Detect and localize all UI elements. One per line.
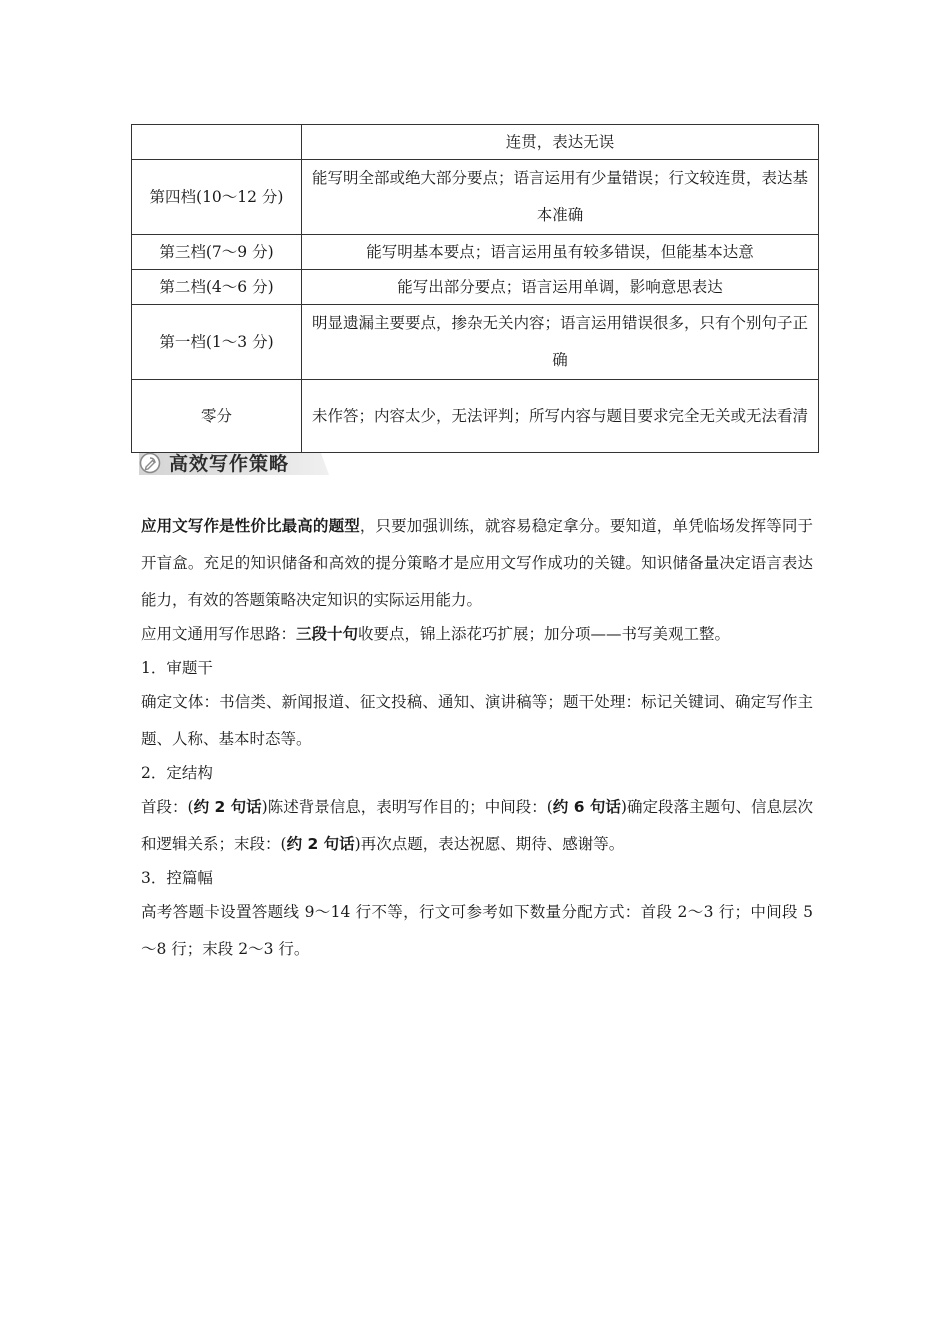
grade-level-cell [132,125,302,160]
step2-bold-text: 约 2 句话 [193,798,262,816]
section-banner [139,448,329,478]
grade-description-cell: 能写明基本要点；语言运用虽有较多错误，但能基本达意 [302,235,819,270]
grade-level-cell: 第一档(1～3 分) [132,305,302,380]
grade-description-cell: 连贯，表达无误 [302,125,819,160]
step3-heading: 3．控篇幅 [141,869,213,887]
grade-description-cell: 未作答；内容太少，无法评判；所写内容与题目要求完全无关或无法看清 [302,380,819,453]
step2-text: 首段：( [141,798,194,816]
table-row [132,305,819,380]
step2-text: )确定段落主题句、信息层次和逻辑关系；末段：( [141,798,813,853]
step2-text: )再次点题，表达祝愿、期待、感谢等。 [354,835,625,853]
grade-level-cell: 第四档(10～12 分) [132,160,302,235]
grade-level-cell: 第二档(4～6 分) [132,270,302,305]
approach-prefix: 应用文通用写作思路： [141,625,297,643]
strategy-content [141,508,813,968]
intro-paragraph [141,508,813,619]
table-row [132,380,819,453]
step2-bold-text: 约 2 句话 [286,835,355,853]
grade-level-cell: 第三档(7～9 分) [132,235,302,270]
grade-description-cell: 能写出部分要点；语言运用单调，影响意思表达 [302,270,819,305]
grading-table [131,124,819,453]
approach-suffix: 收要点，锦上添花巧扩展；加分项——书写美观工整。 [358,625,731,643]
table-row [132,160,819,235]
intro-text: ，只要加强训练，就容易稳定拿分。要知道，单凭临场发挥等同于开盲盒。充足的知识储备和高效的提分策略才是应用文写作成功的关键。知识储备量决定语言表达能力，有效的答题策略决定知识的实际运用能力。 [141,517,813,609]
step2-heading: 2．定结构 [141,764,213,782]
table-row [132,235,819,270]
approach-bold-text: 三段十句 [296,625,359,643]
pen-circle-icon [139,452,161,474]
step2-bold-text: 约 6 句话 [552,798,621,816]
approach-paragraph [141,616,813,653]
table-row [132,270,819,305]
section-title: 高效写作策略 [169,453,290,475]
grade-level-cell: 零分 [132,380,302,453]
step1-heading: 1．审题干 [141,659,213,677]
step3-body: 高考答题卡设置答题线 9～14 行不等，行文可参考如下数量分配方式：首段 2～3 行；中间段 5～8 行；末段 2～3 行。 [141,903,813,958]
grade-description-cell: 能写明全部或绝大部分要点；语言运用有少量错误；行文较连贯，表达基本准确 [302,160,819,235]
grade-description-cell: 明显遗漏主要要点，掺杂无关内容；语言运用错误很多，只有个别句子正确 [302,305,819,380]
step2-body [141,789,813,863]
table-row [132,125,819,160]
intro-bold-text: 应用文写作是性价比最高的题型 [141,517,360,535]
step1-body: 确定文体：书信类、新闻报道、征文投稿、通知、演讲稿等；题干处理：标记关键词、确定写作主题、人称、基本时态等。 [141,693,813,748]
step2-text: )陈述背景信息，表明写作目的；中间段：( [261,798,553,816]
